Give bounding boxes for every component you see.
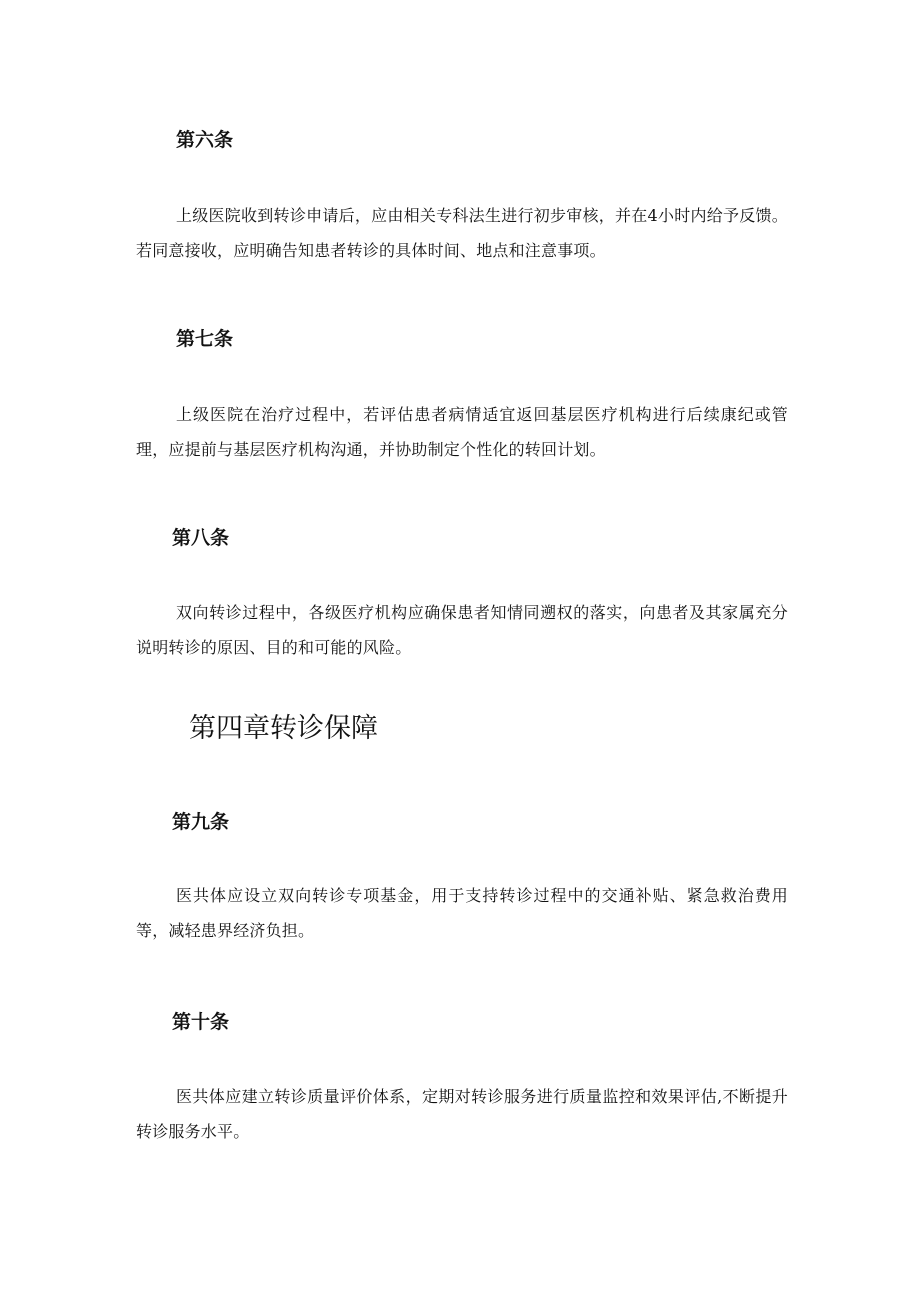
article-heading-6: 第六条 <box>176 129 234 151</box>
chapter-heading-4: 第四章转诊保障 <box>189 713 378 744</box>
article-body-10: 医共体应建立转诊质量评价体系，定期对转诊服务进行质量监控和效果评估,不断提升转诊服务水平。 <box>136 1087 788 1141</box>
article-body-7: 上级医院在治疗过程中，若评估患者病情适宜返回基层医疗机构进行后续康纪或管理，应提前与基层医疗机构沟通，并协助制定个性化的转回计划。 <box>136 405 788 459</box>
article-heading-10: 第十条 <box>172 1011 230 1033</box>
article-body-9: 医共体应设立双向转诊专项基金，用于支持转诊过程中的交通补贴、紧急救治费用等，减轻患界经济负担。 <box>136 886 788 940</box>
article-body-6: 上级医院收到转诊申请后，应由相关专科法生进行初步审核，并在4小时内给予反馈。若同意接收，应明确告知患者转诊的具体时间、地点和注意事项。 <box>136 206 788 260</box>
article-heading-8: 第八条 <box>172 527 230 549</box>
article-body-8: 双向转诊过程中，各级医疗机构应确保患者知情同遡权的落实，向患者及其家属充分说明转诊的原因、目的和可能的风险。 <box>136 603 788 657</box>
article-heading-7: 第七条 <box>176 328 234 350</box>
article-heading-9: 第九条 <box>172 811 230 833</box>
